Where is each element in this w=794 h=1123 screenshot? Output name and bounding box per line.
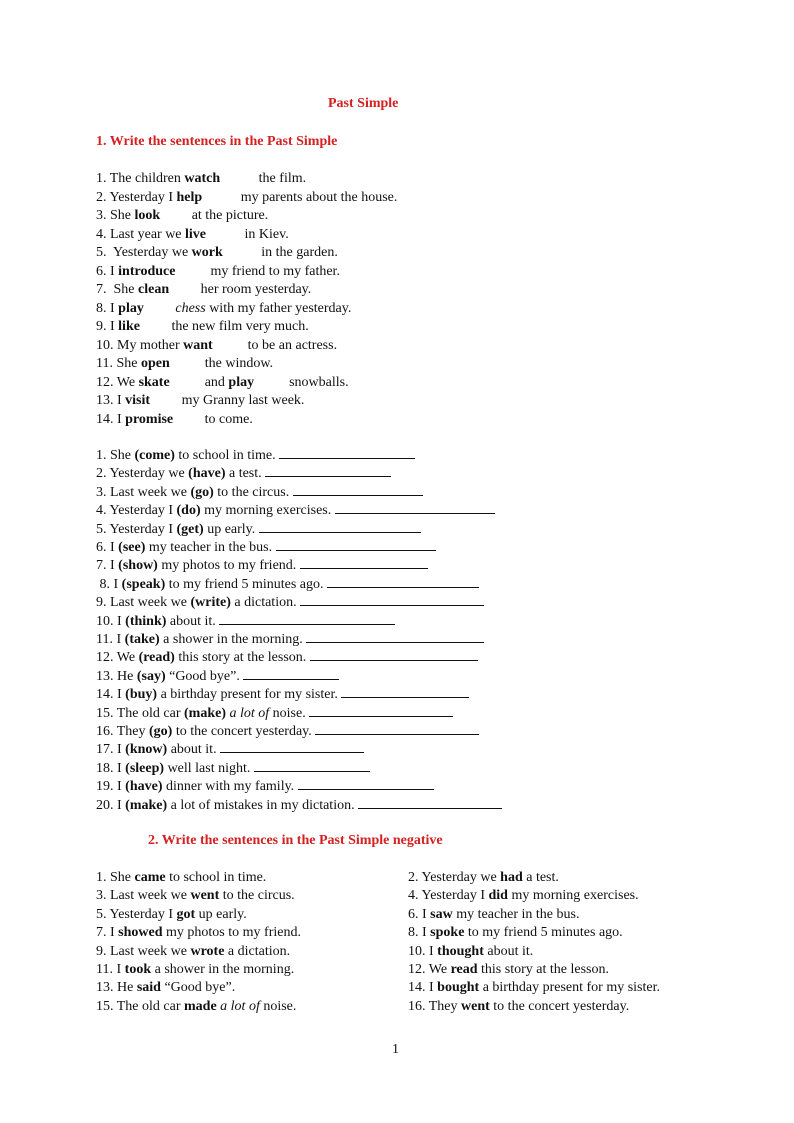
- answer-blank[interactable]: [279, 446, 415, 459]
- sentence-text: 10. I: [408, 943, 438, 959]
- sentence-line: [96, 575, 479, 593]
- sentence-line: [408, 998, 629, 1016]
- italic-text: a lot of: [220, 998, 260, 1014]
- verb: clean: [138, 282, 170, 297]
- sentence-text: the window.: [169, 356, 274, 371]
- verb: said: [136, 980, 161, 996]
- sentence-text: 15. The old car: [96, 998, 184, 1014]
- verb: skate: [138, 374, 170, 390]
- sentence-text: 6. I: [96, 263, 119, 279]
- sentence-text: to the concert yesterday.: [172, 724, 316, 739]
- sentence-line: [96, 300, 351, 318]
- sentence-line: [96, 244, 338, 262]
- sentence-text: a dictation.: [230, 595, 301, 611]
- sentence-text: a shower in the morning.: [151, 962, 295, 977]
- sentence-line: [96, 170, 306, 188]
- verb: (make): [125, 797, 168, 813]
- verb: work: [191, 245, 223, 260]
- sentence-text: 12. We: [96, 374, 139, 390]
- verb: (see): [118, 540, 146, 555]
- sentence-text: her room yesterday.: [169, 282, 312, 297]
- sentence-text: “Good bye”.: [160, 980, 236, 996]
- sentence-line: [96, 924, 301, 942]
- sentence-text: 9. Last week we: [96, 595, 191, 611]
- sentence-text: to school in time.: [174, 448, 280, 463]
- sentence-text: 7. I: [96, 558, 119, 574]
- sentence-text: my morning exercises.: [507, 888, 639, 904]
- sentence-line: [96, 318, 309, 336]
- sentence-text: 14. I: [96, 687, 126, 703]
- sentence-text: 11. I: [96, 632, 125, 647]
- sentence-text: 9. I: [96, 319, 119, 334]
- sentence-line: [96, 777, 434, 795]
- verb: promise: [125, 411, 174, 427]
- sentence-text: 7. I: [96, 925, 119, 941]
- sentence-line: [96, 207, 268, 225]
- sentence-text: snowballs.: [254, 374, 349, 390]
- verb: live: [185, 226, 207, 242]
- verb: (show): [118, 558, 158, 574]
- sentence-text: with my father yesterday.: [205, 300, 352, 316]
- verb: play: [228, 374, 255, 390]
- verb: (get): [176, 521, 204, 537]
- sentence-text: and: [169, 374, 229, 390]
- sentence-text: 11. I: [96, 962, 125, 977]
- sentence-text: at the picture.: [160, 208, 269, 223]
- sentence-text: 6. I: [408, 906, 431, 922]
- page-title: Past Simple: [328, 96, 399, 111]
- sentence-text: noise.: [259, 998, 297, 1014]
- answer-blank[interactable]: [300, 556, 428, 569]
- sentence-text: noise.: [269, 705, 310, 721]
- sentence-text: up early.: [195, 906, 247, 922]
- sentence-line: [96, 446, 415, 464]
- sentence-line: [96, 740, 364, 758]
- verb: want: [183, 337, 213, 353]
- sentence-text: 13. He: [96, 980, 137, 996]
- verb: (sleep): [125, 760, 165, 776]
- sentence-text: 10. I: [96, 613, 126, 629]
- verb: went: [461, 998, 490, 1014]
- verb: showed: [118, 925, 163, 941]
- answer-blank[interactable]: [298, 777, 434, 790]
- sentence-text: 5. Yesterday I: [96, 906, 177, 922]
- sentence-text: 2. Yesterday we: [96, 466, 189, 482]
- sentence-text: 1. She: [96, 448, 135, 463]
- verb: went: [190, 888, 220, 904]
- sentence-text: to come.: [173, 411, 253, 427]
- verb: spoke: [430, 925, 465, 941]
- sentence-text: 9. Last week we: [96, 943, 191, 959]
- sentence-line: [96, 961, 294, 979]
- sentence-text: 16. They: [408, 998, 462, 1014]
- verb: (do): [176, 503, 201, 519]
- sentence-text: 14. I: [96, 411, 126, 427]
- sentence-text: my teacher in the bus.: [145, 540, 276, 555]
- section2-heading: 2. Write the sentences in the Past Simple negative: [148, 833, 443, 848]
- sentence-text: 4. Yesterday I: [96, 503, 177, 519]
- sentence-line: [96, 538, 436, 556]
- sentence-text: to my friend 5 minutes ago.: [165, 576, 327, 592]
- section1-heading: 1. Write the sentences in the Past Simple: [96, 134, 338, 149]
- sentence-text: 8. I: [96, 576, 122, 592]
- verb: help: [176, 189, 203, 205]
- verb: play: [118, 300, 144, 316]
- verb: introduce: [118, 263, 176, 279]
- sentence-text: 7. She: [96, 282, 138, 297]
- verb: (make): [184, 705, 226, 721]
- sentence-line: [96, 612, 395, 630]
- sentence-text: a lot of mistakes in my dictation.: [167, 797, 359, 813]
- answer-blank[interactable]: [358, 796, 502, 809]
- sentence-line: [96, 722, 479, 740]
- verb: watch: [184, 171, 221, 186]
- sentence-line: [96, 906, 247, 924]
- sentence-line: [96, 337, 337, 355]
- sentence-text: dinner with my family.: [162, 779, 298, 795]
- sentence-line: [96, 979, 235, 997]
- sentence-text: 1. The children: [96, 171, 185, 186]
- sentence-line: [96, 281, 311, 299]
- sentence-text: my morning exercises.: [200, 503, 335, 519]
- verb: read: [450, 962, 478, 977]
- verb: did: [488, 888, 508, 904]
- sentence-text: 18. I: [96, 760, 126, 776]
- sentence-text: 16. They: [96, 724, 150, 739]
- sentence-text: a test.: [522, 870, 559, 885]
- sentence-text: 2. Yesterday I: [96, 189, 177, 205]
- sentence-text: the new film very much.: [139, 319, 309, 334]
- sentence-text: 17. I: [96, 742, 126, 758]
- sentence-text: my friend to my father.: [175, 263, 340, 279]
- sentence-text: the film.: [220, 171, 307, 186]
- sentence-line: [96, 759, 370, 777]
- answer-blank[interactable]: [220, 740, 364, 753]
- sentence-text: 15. The old car: [96, 705, 184, 721]
- sentence-line: [96, 685, 469, 703]
- answer-blank[interactable]: [315, 722, 479, 735]
- answer-blank[interactable]: [335, 501, 495, 514]
- sentence-line: [96, 593, 484, 611]
- sentence-line: [96, 189, 397, 207]
- sentence-line: [96, 411, 253, 429]
- page-number: 1: [392, 1042, 399, 1057]
- verb: (come): [134, 448, 175, 463]
- verb: (go): [149, 724, 173, 739]
- verb: (buy): [125, 687, 158, 703]
- italic-text: chess: [175, 300, 206, 316]
- verb: like: [118, 319, 140, 334]
- sentence-line: [96, 263, 340, 281]
- sentence-line: [408, 887, 639, 905]
- sentence-line: [408, 979, 660, 997]
- sentence-line: [408, 943, 533, 961]
- sentence-line: [408, 961, 609, 979]
- verb: look: [134, 208, 161, 223]
- verb: got: [176, 906, 196, 922]
- verb: open: [140, 356, 170, 371]
- sentence-text: a shower in the morning.: [159, 632, 307, 647]
- sentence-line: [96, 943, 290, 961]
- sentence-text: my Granny last week.: [150, 393, 305, 408]
- sentence-text: 12. We: [408, 962, 451, 977]
- sentence-text: to my friend 5 minutes ago.: [464, 925, 623, 941]
- verb: took: [124, 962, 152, 977]
- sentence-text: a birthday present for my sister.: [479, 980, 660, 996]
- sentence-line: [96, 483, 423, 501]
- answer-blank[interactable]: [341, 685, 469, 698]
- sentence-line: [96, 630, 484, 648]
- sentence-text: 5. Yesterday we: [96, 245, 192, 260]
- sentence-text: 13. He: [96, 668, 137, 684]
- sentence-text: 14. I: [408, 980, 438, 996]
- sentence-line: [96, 869, 266, 887]
- sentence-text: to the circus.: [219, 888, 295, 904]
- sentence-text: 3. Last week we: [96, 888, 191, 904]
- sentence-line: [96, 464, 391, 482]
- sentence-line: [96, 796, 502, 814]
- sentence-line: [96, 556, 428, 574]
- verb: bought: [437, 980, 480, 996]
- sentence-text: 11. She: [96, 356, 141, 371]
- verb: visit: [125, 393, 151, 408]
- sentence-text: to the concert yesterday.: [489, 998, 630, 1014]
- verb: (write): [190, 595, 231, 611]
- sentence-text: about it.: [166, 613, 220, 629]
- sentence-text: my photos to my friend.: [157, 558, 300, 574]
- sentence-line: [96, 374, 349, 392]
- sentence-text: 4. Yesterday I: [408, 888, 489, 904]
- sentence-text: up early.: [203, 521, 259, 537]
- sentence-text: 2. Yesterday we: [408, 870, 501, 885]
- sentence-text: a dictation.: [224, 943, 291, 959]
- sentence-text: 1. She: [96, 870, 135, 885]
- verb: wrote: [190, 943, 225, 959]
- sentence-text: 3. She: [96, 208, 135, 223]
- sentence-text: my parents about the house.: [202, 189, 398, 205]
- answer-blank[interactable]: [309, 704, 453, 717]
- answer-blank[interactable]: [327, 575, 479, 588]
- answer-blank[interactable]: [265, 464, 391, 477]
- sentence-text: in the garden.: [222, 245, 338, 260]
- sentence-line: [96, 520, 421, 538]
- sentence-line: [96, 998, 296, 1016]
- answer-blank[interactable]: [293, 483, 423, 496]
- verb: thought: [437, 943, 484, 959]
- sentence-line: [96, 887, 295, 905]
- answer-blank[interactable]: [219, 612, 395, 625]
- sentence-text: in Kiev.: [206, 226, 289, 242]
- sentence-text: 13. I: [96, 393, 126, 408]
- verb: (have): [188, 466, 226, 482]
- sentence-text: 8. I: [96, 300, 119, 316]
- sentence-text: this story at the lesson.: [477, 962, 609, 977]
- sentence-text: “Good bye”.: [165, 668, 244, 684]
- sentence-text: to school in time.: [165, 870, 267, 885]
- sentence-text: to be an actress.: [212, 337, 338, 353]
- sentence-text: about it.: [483, 943, 534, 959]
- verb: (think): [125, 613, 167, 629]
- sentence-text: well last night.: [164, 760, 254, 776]
- sentence-text: 8. I: [408, 925, 431, 941]
- sentence-line: [96, 704, 453, 722]
- sentence-line: [96, 667, 339, 685]
- sentence-line: [96, 648, 478, 666]
- answer-blank[interactable]: [276, 538, 436, 551]
- sentence-line: [408, 924, 623, 942]
- answer-blank[interactable]: [254, 759, 370, 772]
- sentence-text: 19. I: [96, 779, 126, 795]
- verb: saw: [430, 906, 453, 922]
- italic-text: a lot of: [229, 705, 270, 721]
- sentence-line: [408, 906, 579, 924]
- verb: (speak): [121, 576, 166, 592]
- verb: (read): [138, 650, 175, 666]
- answer-blank[interactable]: [243, 667, 339, 680]
- sentence-text: 5. Yesterday I: [96, 521, 177, 537]
- verb: (know): [125, 742, 168, 758]
- sentence-text: a test.: [225, 466, 266, 482]
- answer-blank[interactable]: [310, 648, 478, 661]
- sentence-text: 4. Last year we: [96, 226, 186, 242]
- answer-blank[interactable]: [300, 593, 484, 606]
- sentence-text: a birthday present for my sister.: [157, 687, 342, 703]
- sentence-text: 20. I: [96, 797, 126, 813]
- sentence-line: [96, 355, 273, 373]
- verb: made: [184, 998, 217, 1014]
- verb: (have): [125, 779, 163, 795]
- sentence-text: 6. I: [96, 540, 119, 555]
- sentence-text: 12. We: [96, 650, 139, 666]
- verb: came: [134, 870, 166, 885]
- sentence-text: 3. Last week we: [96, 484, 191, 500]
- sentence-line: [96, 226, 289, 244]
- answer-blank[interactable]: [306, 630, 484, 643]
- verb: had: [500, 870, 523, 885]
- sentence-line: [408, 869, 559, 887]
- sentence-text: 10. My mother: [96, 337, 184, 353]
- verb: (take): [124, 632, 160, 647]
- sentence-text: this story at the lesson.: [174, 650, 310, 666]
- sentence-text: my teacher in the bus.: [452, 906, 580, 922]
- sentence-line: [96, 392, 304, 410]
- sentence-text: [144, 301, 176, 316]
- answer-blank[interactable]: [259, 520, 421, 533]
- sentence-line: [96, 501, 495, 519]
- sentence-text: to the circus.: [213, 484, 293, 500]
- verb: (go): [190, 484, 214, 500]
- sentence-text: about it.: [167, 742, 221, 758]
- sentence-text: my photos to my friend.: [162, 925, 301, 941]
- verb: (say): [136, 668, 166, 684]
